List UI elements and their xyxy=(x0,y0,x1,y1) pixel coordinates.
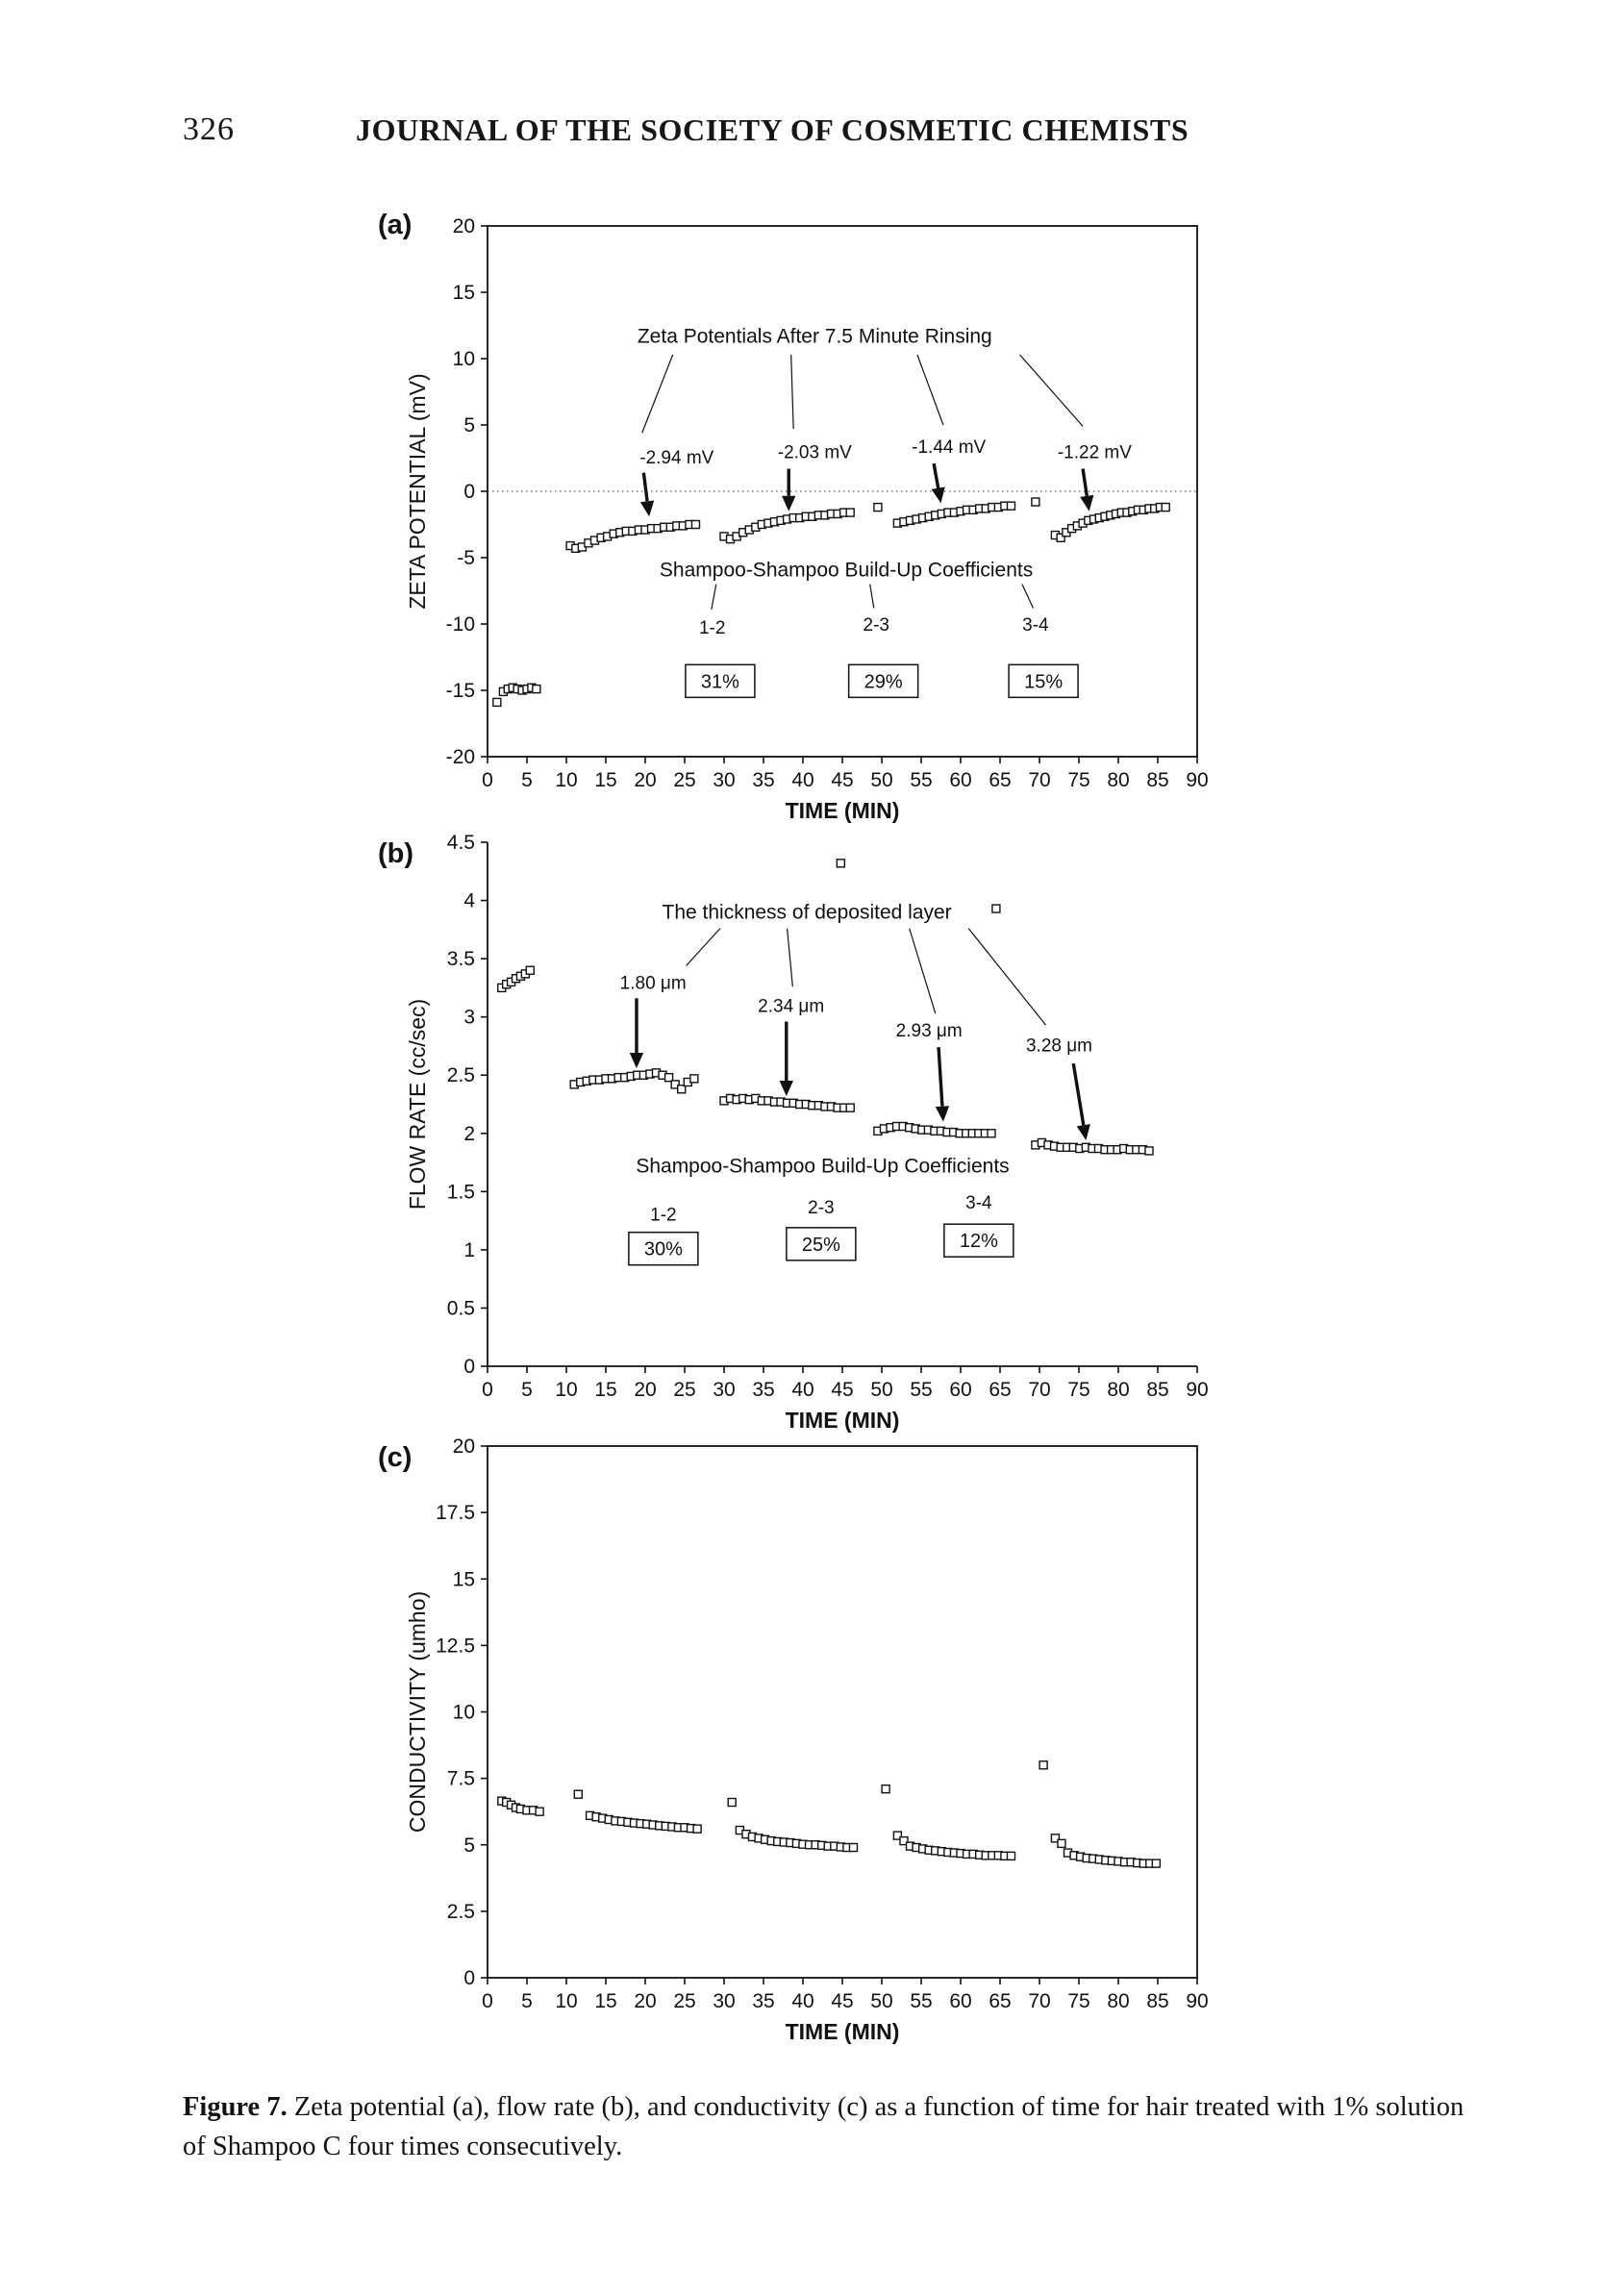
svg-text:TIME (MIN): TIME (MIN) xyxy=(785,1408,900,1433)
svg-text:2.5: 2.5 xyxy=(446,1064,475,1087)
series-c-cycle-1 xyxy=(574,1790,701,1833)
svg-text:TIME (MIN): TIME (MIN) xyxy=(785,798,900,823)
svg-text:40: 40 xyxy=(791,1379,814,1401)
svg-text:10: 10 xyxy=(452,1701,475,1724)
svg-text:65: 65 xyxy=(989,1379,1012,1401)
svg-text:5: 5 xyxy=(521,1379,533,1401)
svg-text:40: 40 xyxy=(791,769,814,791)
svg-text:3.28 μm: 3.28 μm xyxy=(1025,1036,1093,1057)
svg-text:80: 80 xyxy=(1107,1990,1130,2012)
svg-text:0: 0 xyxy=(463,1356,475,1378)
panel-label-b: (b) xyxy=(378,838,414,869)
svg-text:50: 50 xyxy=(870,769,893,791)
svg-text:1: 1 xyxy=(463,1238,475,1261)
svg-text:12.5: 12.5 xyxy=(436,1635,475,1658)
svg-text:Shampoo-Shampoo Build-Up Coeff: Shampoo-Shampoo Build-Up Coefficients xyxy=(636,1155,1010,1178)
svg-text:4.5: 4.5 xyxy=(446,833,475,854)
svg-text:20: 20 xyxy=(634,769,657,791)
svg-text:70: 70 xyxy=(1028,1379,1051,1401)
axes-c xyxy=(405,1438,1209,2044)
svg-text:The thickness of deposited lay: The thickness of deposited layer xyxy=(662,901,952,924)
svg-text:0: 0 xyxy=(482,1379,493,1401)
series-b-cycle-1 xyxy=(570,1069,698,1093)
svg-text:-15: -15 xyxy=(445,680,475,702)
svg-text:-20: -20 xyxy=(445,746,475,768)
svg-text:-1.22 mV: -1.22 mV xyxy=(1057,442,1132,463)
svg-text:85: 85 xyxy=(1146,1379,1169,1401)
svg-text:CONDUCTIVITY (umho): CONDUCTIVITY (umho) xyxy=(405,1590,430,1834)
panel-label-a: (a) xyxy=(378,210,413,240)
svg-text:15: 15 xyxy=(452,1568,475,1591)
page-number: 326 xyxy=(183,112,235,147)
series-b-cycle-2 xyxy=(720,1094,854,1111)
annotations-a xyxy=(638,326,1132,698)
svg-text:25: 25 xyxy=(673,1990,696,2012)
svg-text:15%: 15% xyxy=(1024,671,1064,693)
series-b-initial xyxy=(498,966,535,991)
svg-text:85: 85 xyxy=(1146,769,1169,791)
svg-text:85: 85 xyxy=(1146,1990,1169,2012)
figure-caption-text: Zeta potential (a), flow rate (b), and conductivity (c) as a function of time for hair treated with 1% solution of Shampoo C four times consecutively. xyxy=(183,2091,1464,2161)
svg-text:31%: 31% xyxy=(700,671,739,693)
svg-text:2.34 μm: 2.34 μm xyxy=(758,996,825,1017)
series-b-cycle-3 xyxy=(874,1123,995,1137)
svg-text:75: 75 xyxy=(1067,1379,1090,1401)
svg-text:20: 20 xyxy=(634,1990,657,2012)
chart-flow-rate xyxy=(375,833,1289,1436)
svg-text:60: 60 xyxy=(949,769,972,791)
svg-text:50: 50 xyxy=(870,1990,893,2012)
svg-text:90: 90 xyxy=(1186,1379,1209,1401)
svg-text:60: 60 xyxy=(949,1990,972,2012)
series-b-cycle-4 xyxy=(1032,1138,1153,1154)
svg-text:75: 75 xyxy=(1067,769,1090,791)
svg-text:90: 90 xyxy=(1186,1990,1209,2012)
series-c-cycle-4 xyxy=(1039,1761,1160,1867)
svg-text:35: 35 xyxy=(752,1990,775,2012)
svg-text:10: 10 xyxy=(555,1379,578,1401)
svg-text:45: 45 xyxy=(831,769,854,791)
svg-text:-10: -10 xyxy=(445,613,475,636)
svg-text:15: 15 xyxy=(594,1990,617,2012)
series-c-initial xyxy=(498,1797,543,1815)
svg-text:2.5: 2.5 xyxy=(446,1900,475,1923)
panel-label-c: (c) xyxy=(378,1442,413,1473)
series-c-cycle-2 xyxy=(728,1799,857,1852)
svg-text:-2.03 mV: -2.03 mV xyxy=(777,442,852,463)
svg-text:FLOW RATE (cc/sec): FLOW RATE (cc/sec) xyxy=(405,998,430,1210)
svg-text:65: 65 xyxy=(989,1990,1012,2012)
svg-text:20: 20 xyxy=(452,215,475,237)
svg-text:10: 10 xyxy=(555,1990,578,2012)
svg-text:0: 0 xyxy=(463,1967,475,1989)
svg-text:30: 30 xyxy=(713,1379,736,1401)
svg-text:1-2: 1-2 xyxy=(698,617,726,638)
svg-text:2-3: 2-3 xyxy=(808,1198,835,1219)
svg-text:60: 60 xyxy=(949,1379,972,1401)
svg-text:30: 30 xyxy=(713,1990,736,2012)
figure-caption xyxy=(183,2087,1471,2167)
svg-text:0: 0 xyxy=(482,1990,493,2012)
svg-text:3: 3 xyxy=(463,1006,475,1029)
svg-text:12%: 12% xyxy=(959,1231,998,1253)
chart-conductivity xyxy=(375,1438,1289,2050)
svg-text:25%: 25% xyxy=(801,1234,840,1256)
svg-text:TIME (MIN): TIME (MIN) xyxy=(785,2019,900,2044)
svg-text:Zeta Potentials After 7.5 Minu: Zeta Potentials After 7.5 Minute Rinsing xyxy=(637,325,992,348)
svg-text:2.93 μm: 2.93 μm xyxy=(895,1020,963,1041)
svg-text:35: 35 xyxy=(752,769,775,791)
svg-text:29%: 29% xyxy=(864,671,903,693)
svg-text:17.5: 17.5 xyxy=(436,1502,475,1525)
svg-text:-1.44 mV: -1.44 mV xyxy=(912,437,987,459)
svg-text:1.80 μm: 1.80 μm xyxy=(619,973,687,994)
svg-text:80: 80 xyxy=(1107,769,1130,791)
svg-text:25: 25 xyxy=(673,769,696,791)
svg-text:Shampoo-Shampoo Build-Up Coeff: Shampoo-Shampoo Build-Up Coefficients xyxy=(659,559,1034,582)
series-a-before-rinse xyxy=(493,684,540,706)
svg-text:50: 50 xyxy=(870,1379,893,1401)
svg-text:70: 70 xyxy=(1028,1990,1051,2012)
svg-text:45: 45 xyxy=(831,1990,854,2012)
svg-text:30: 30 xyxy=(713,769,736,791)
svg-text:2: 2 xyxy=(463,1122,475,1145)
svg-text:65: 65 xyxy=(989,769,1012,791)
series-a-cycle-1 xyxy=(566,521,699,553)
svg-text:0: 0 xyxy=(482,769,493,791)
svg-text:90: 90 xyxy=(1186,769,1209,791)
svg-text:5: 5 xyxy=(463,1834,475,1857)
svg-text:2-3: 2-3 xyxy=(863,615,889,636)
svg-text:0.5: 0.5 xyxy=(446,1297,475,1320)
svg-text:20: 20 xyxy=(634,1379,657,1401)
svg-text:3.5: 3.5 xyxy=(446,948,475,971)
svg-text:10: 10 xyxy=(452,348,475,370)
svg-text:0: 0 xyxy=(463,481,475,503)
svg-text:15: 15 xyxy=(452,282,475,304)
svg-text:30%: 30% xyxy=(643,1238,683,1260)
series-a-cycle-2 xyxy=(720,509,854,543)
svg-text:55: 55 xyxy=(910,1379,933,1401)
svg-text:1-2: 1-2 xyxy=(650,1205,677,1226)
svg-text:10: 10 xyxy=(555,769,578,791)
svg-text:5: 5 xyxy=(521,1990,533,2012)
svg-text:55: 55 xyxy=(910,1990,933,2012)
series-a-cycle-4 xyxy=(1032,498,1169,541)
svg-text:-2.94 mV: -2.94 mV xyxy=(639,448,714,469)
svg-text:80: 80 xyxy=(1107,1379,1130,1401)
svg-text:20: 20 xyxy=(452,1438,475,1458)
svg-text:ZETA POTENTIAL (mV): ZETA POTENTIAL (mV) xyxy=(405,373,430,610)
svg-text:3-4: 3-4 xyxy=(1022,615,1049,636)
series-a-cycle-3 xyxy=(874,502,1015,527)
svg-text:55: 55 xyxy=(910,769,933,791)
svg-text:25: 25 xyxy=(673,1379,696,1401)
svg-text:15: 15 xyxy=(594,769,617,791)
journal-title: JOURNAL OF THE SOCIETY OF COSMETIC CHEMISTS xyxy=(356,112,1189,147)
svg-text:1.5: 1.5 xyxy=(446,1181,475,1204)
svg-text:75: 75 xyxy=(1067,1990,1090,2012)
svg-text:70: 70 xyxy=(1028,769,1051,791)
svg-text:4: 4 xyxy=(463,889,475,912)
series-c-cycle-3 xyxy=(882,1785,1014,1860)
svg-text:35: 35 xyxy=(752,1379,775,1401)
svg-text:7.5: 7.5 xyxy=(446,1767,475,1790)
chart-zeta-potential xyxy=(375,204,1289,831)
svg-text:40: 40 xyxy=(791,1990,814,2012)
figure-caption-label: Figure 7. xyxy=(183,2091,288,2122)
svg-text:5: 5 xyxy=(521,769,533,791)
svg-text:45: 45 xyxy=(831,1379,854,1401)
svg-text:5: 5 xyxy=(463,414,475,437)
svg-text:-5: -5 xyxy=(457,547,475,569)
svg-text:15: 15 xyxy=(594,1379,617,1401)
svg-text:3-4: 3-4 xyxy=(965,1193,992,1214)
